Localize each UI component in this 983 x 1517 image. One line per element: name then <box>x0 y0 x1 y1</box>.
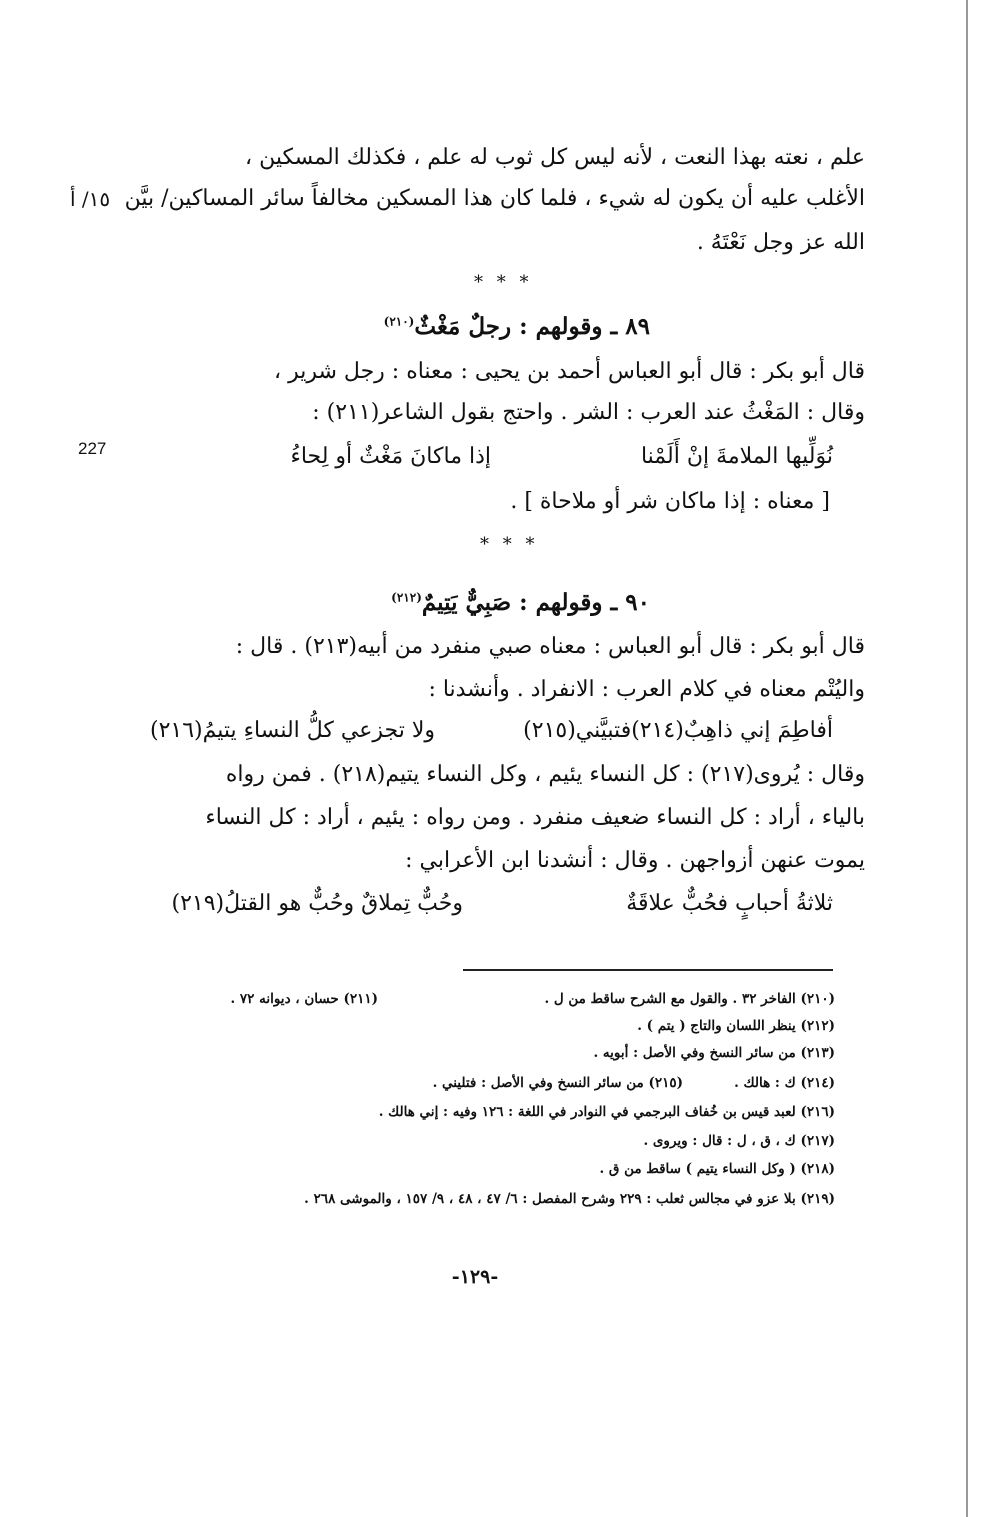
entry-89-gloss: [ معناه : إذا ماكان شر أو ملاحاة ] . <box>510 489 830 514</box>
entry-89-heading <box>384 312 650 342</box>
footnote-215: (٢١٥) من سائر النسخ وفي الأصل : فتليني . <box>432 1075 683 1091</box>
margin-line <box>966 0 968 1517</box>
footnote-213: (٢١٣) من سائر النسخ وفي الأصل : أبويه . <box>593 1045 835 1061</box>
footnote-219: (٢١٩) بلا عزو في مجالس ثعلب : ٢٢٩ وشرح المفصل : ٦/ ٤٧ ، ٤٨ ، ٩/ ١٥٧ ، والموشى ٢٦٨ . <box>304 1191 835 1207</box>
intro-line-1: علم ، نعته بهذا النعت ، لأنه ليس كل ثوب له علم ، فكذلك المسكين ، <box>244 145 865 170</box>
entry-90-line-5: يموت عنهن أزواجهن . وقال : أنشدنا ابن الأعرابي : <box>405 848 865 873</box>
verse-90-second-hemistich: ولا تجزعي كلُّ النساءِ يتيمُ(٢١٦) <box>149 718 435 743</box>
entry-89-note: (٢١٠) <box>383 314 415 329</box>
entry-90-line-2: واليُتْم معناه في كلام العرب : الانفراد . وأنشدنا : <box>428 677 865 702</box>
verse-89-first-hemistich: نُوَلِّيها الملامةَ إنْ أَلَمْنا <box>640 444 833 469</box>
entry-90-line-4: بالياء ، أراد : كل النساء ضعيف منفرد . ومن رواه : يئيم ، أراد : كل النساء <box>205 805 865 830</box>
intro-line-2: الأغلب عليه أن يكون له شيء ، فلما كان هذا المسكين مخالفاً سائر المساكين/ بيَّن <box>124 186 865 211</box>
entry-90-title: ٩٠ ـ وقولهم : صَبِيٌّ يَتِيمٌ <box>421 589 650 616</box>
entry-90-line-1: قال أبو بكر : قال أبو العباس : معناه صبي منفرد من أبيه(٢١٣) . قال : <box>235 634 865 659</box>
entry-89-line-1: قال أبو بكر : قال أبو العباس أحمد بن يحيى : معناه : رجل شرير ، <box>273 359 865 384</box>
footnote-218: (٢١٨) ( وكل النساء يتيم ) ساقط من ق . <box>599 1161 835 1177</box>
footnote-217: (٢١٧) ك ، ق ، ل : قال : ويروى . <box>643 1133 835 1149</box>
intro-line-3: الله عز وجل نَعْتَهُ . <box>696 230 865 255</box>
footnote-216: (٢١٦) لعبد قيس بن خُفاف البرجمي في النوادر في اللغة : ١٢٦ وفيه : إني هالك . <box>378 1104 835 1120</box>
footnote-212: (٢١٢) ينظر اللسان والتاج ( يتم ) . <box>637 1018 835 1034</box>
entry-90-heading <box>391 588 650 618</box>
footnote-211: (٢١١) حسان ، ديوانه ٧٢ . <box>230 991 378 1007</box>
entry-89-line-2: وقال : المَغْثُ عند العرب : الشر . واحتج بقول الشاعر(٢١١) : <box>312 400 865 425</box>
entry-90-line-3: وقال : يُروى(٢١٧) : كل النساء يئيم ، وكل النساء يتيم(٢١٨) . فمن رواه <box>225 762 865 787</box>
page-number: -١٢٩- <box>451 1266 499 1288</box>
verse-90-first-hemistich: أفاطِمَ إني ذاهِبٌ(٢١٤)فتبيَّني(٢١٥) <box>523 718 833 743</box>
verse-90b-second-hemistich: وحُبٌّ تِملاقٌ وحُبٌّ هو القتلُ(٢١٩) <box>171 891 463 916</box>
footnote-rule <box>463 969 833 971</box>
entry-89-title: ٨٩ ـ وقولهم : رجلٌ مَغْثٌ <box>414 313 650 340</box>
footnote-210: (٢١٠) الفاخر ٣٢ . والقول مع الشرح ساقط من ل . <box>544 991 835 1007</box>
verse-90b-first-hemistich: ثلاثةُ أحبابٍ فحُبٌّ علاقَةٌ <box>626 891 833 916</box>
footnote-214: (٢١٤) ك : هالك . <box>734 1075 835 1091</box>
page-reference: 227 <box>78 439 107 458</box>
entry-90-note: (٢١٢) <box>391 590 422 605</box>
verse-89-second-hemistich: إذا ماكانَ مَغْثٌ أو لِحاءُ <box>290 444 491 469</box>
section-separator-2: * * * <box>480 534 539 555</box>
folio-marker: ١٥/ أ <box>70 187 111 211</box>
section-separator-1: * * * <box>474 272 533 293</box>
